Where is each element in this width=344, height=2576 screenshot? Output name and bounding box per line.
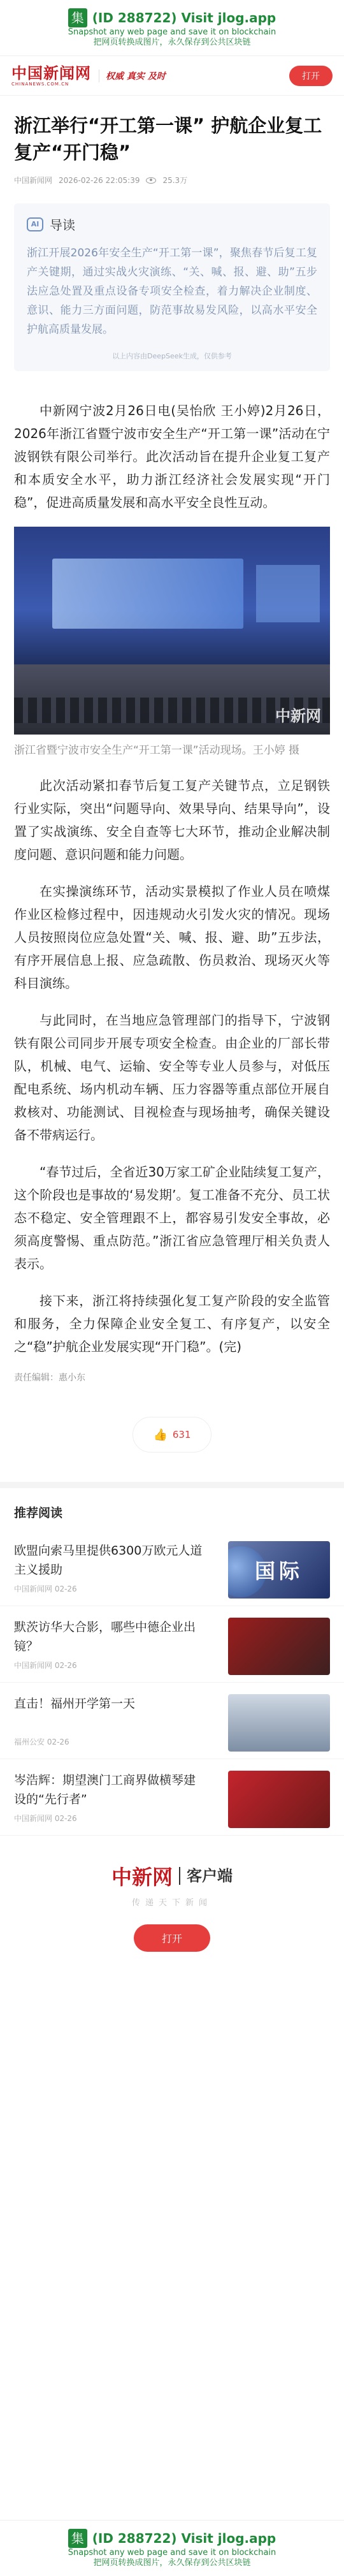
guide-label: 导读 bbox=[50, 217, 75, 233]
list-item[interactable] bbox=[0, 1759, 344, 1836]
article-title: 浙江举行“开工第一课” 护航企业复工复产“开门稳” bbox=[14, 115, 322, 163]
article-editor: 责任编辑：惠小东 bbox=[14, 1373, 85, 1383]
footer-open-app-button[interactable]: 打开 bbox=[134, 1924, 210, 1952]
jlog-subtitle-en: Snapshot any web page and save it on blockchain bbox=[68, 2547, 276, 2558]
photo-watermark: 中新网 bbox=[275, 706, 321, 725]
thumbs-up-icon: 👍 bbox=[153, 1428, 168, 1442]
event-photo[interactable] bbox=[14, 527, 330, 735]
logo-text-cn: 中国新闻网 bbox=[11, 63, 91, 82]
list-item-headline: 岑浩辉：期望澳门工商界做横琴建设的“先行者” bbox=[14, 1773, 196, 1806]
list-item[interactable] bbox=[0, 1683, 344, 1759]
thumbnail-label: 国际 bbox=[254, 1559, 303, 1583]
footer-logo bbox=[111, 1861, 233, 1891]
eye-icon bbox=[146, 177, 156, 184]
article-paragraph: 与此同时，在当地应急管理部门的指导下，宁波钢铁有限公司同步开展专项安全检查。由企业的厂部长带队，机械、电气、运输、安全等专业人员参与，对低压配电系统、场内机动车辆、压力容器等重点部位开展自救核对、功能测试、目视检查与现场抽考，确保关键设备不带病运行。 bbox=[14, 1013, 330, 1143]
article-views: 25.3万 bbox=[162, 176, 188, 185]
recommend-title: 推荐阅读 bbox=[14, 1506, 63, 1520]
logo-area[interactable] bbox=[11, 65, 166, 87]
article-paragraph: 中新网宁波2月26日电(吴怡欣 王小婷)2月26日，2026年浙江省暨宁波市安全生产“开工第一课”活动在宁波钢铁有限公司举行。此次活动旨在提升企业复工复产和本质安全水平，助力浙江经济社会发展实现“开门稳”，促进高质量发展和高水平安全良性互动。 bbox=[14, 403, 330, 510]
list-item-source: 中国新闻网 02-26 bbox=[14, 1814, 77, 1823]
jlog-subtitle-cn: 把网页转换成图片，永久保存到公共区块链 bbox=[93, 2558, 251, 2568]
logo-text-en: CHINANEWS.COM.CN bbox=[11, 81, 69, 87]
jlog-banner-top[interactable] bbox=[0, 0, 344, 56]
article-figure bbox=[14, 527, 330, 760]
site-header bbox=[0, 56, 344, 96]
ai-icon: AI bbox=[27, 217, 43, 231]
jlog-icon: 集 bbox=[68, 8, 87, 27]
article-body bbox=[0, 112, 344, 1453]
jlog-title: (ID 288722) Visit jlog.app bbox=[92, 10, 276, 26]
photo-caption: 浙江省暨宁波市安全生产“开工第一课”活动现场。王小婷 摄 bbox=[14, 744, 300, 757]
article-datetime: 2026-02-26 22:05:39 bbox=[59, 175, 140, 185]
list-item-source: 中国新闻网 02-26 bbox=[14, 1584, 77, 1593]
list-item-thumbnail[interactable] bbox=[228, 1771, 330, 1828]
list-item-source: 中国新闻网 02-26 bbox=[14, 1661, 77, 1670]
list-item[interactable] bbox=[0, 1606, 344, 1683]
list-item-source: 福州公安 02-26 bbox=[14, 1738, 69, 1746]
list-item[interactable] bbox=[0, 1530, 344, 1606]
article-source: 中国新闻网 bbox=[14, 176, 53, 185]
site-slogan: 权威 真实 及时 bbox=[99, 70, 166, 82]
app-footer bbox=[0, 1836, 344, 1952]
footer-logo-text: 中新网 bbox=[111, 1865, 173, 1889]
article-paragraph: 接下来，浙江将持续强化复工复产阶段的安全监管和服务，全力保障企业安全复工、有序复产，以安全之“稳”护航企业发展实现“开门稳”。(完) bbox=[14, 1293, 330, 1354]
list-item-thumbnail[interactable] bbox=[228, 1618, 330, 1675]
guide-note: 以上内容由DeepSeek生成，仅供参考 bbox=[112, 352, 232, 360]
jlog-subtitle-cn: 把网页转换成图片，永久保存到公共区块链 bbox=[93, 37, 251, 47]
like-count: 631 bbox=[172, 1429, 191, 1440]
jlog-subtitle-en: Snapshot any web page and save it on blockchain bbox=[68, 27, 276, 37]
jlog-title: (ID 288722) Visit jlog.app bbox=[92, 2530, 276, 2546]
article-meta bbox=[14, 175, 330, 186]
site-logo[interactable] bbox=[11, 65, 91, 87]
article-paragraph: “春节过后，全省近30万家工矿企业陆续复工复产，这个阶段也是事故的‘易发期’。复工准备不充分、员工状态不稳定、安全管理跟不上，都容易引发安全事故，必须高度警惕、重点防范。”浙江省应急管理厅相关负责人表示。 bbox=[14, 1164, 330, 1271]
list-item-thumbnail[interactable] bbox=[228, 1541, 330, 1599]
open-app-button[interactable]: 打开 bbox=[289, 66, 333, 86]
footer-client-label: 客户端 bbox=[179, 1867, 233, 1885]
list-item-thumbnail[interactable] bbox=[228, 1694, 330, 1752]
list-item-headline: 直击！福州开学第一天 bbox=[14, 1697, 136, 1711]
list-item-headline: 欧盟向索马里提供6300万欧元人道主义援助 bbox=[14, 1544, 203, 1577]
jlog-banner-bottom[interactable] bbox=[0, 2520, 344, 2576]
footer-tagline: 传递天下新闻 bbox=[131, 1898, 212, 1908]
article-paragraph: 此次活动紧扣春节后复工复产关键节点，立足钢铁行业实际，突出“问题导向、效果导向、结果导向”，设置了实战演练、安全自查等七大环节，推动企业解决制度问题、意识问题和能力问题。 bbox=[14, 778, 330, 862]
guide-text: 浙江开展2026年安全生产“开工第一课”，聚焦春节后复工复产关键期，通过实战火灾演练、“关、喊、报、避、助”五步法应急处置及重点设备专项安全检查，着力解决企业制度、意识、能力三方面问题，防范事故易发风险，以高水平安全护航高质量发展。 bbox=[27, 247, 317, 336]
jlog-icon: 集 bbox=[68, 2529, 87, 2548]
like-button[interactable] bbox=[133, 1417, 211, 1453]
section-divider bbox=[0, 1482, 344, 1488]
article-paragraph: 在实操演练环节，活动实景模拟了作业人员在喷煤作业区检修过程中，因违规动火引发火灾的情况。现场人员按照岗位应急处置“关、喊、报、避、助”五步法，有序开展信息上报、应急疏散、伤员救治、现场灭火等科目演练。 bbox=[14, 884, 330, 991]
recommend-section bbox=[0, 1488, 344, 1836]
list-item-headline: 默茨访华大合影，哪些中德企业出镜？ bbox=[14, 1620, 196, 1653]
ai-guide-box bbox=[14, 203, 330, 371]
